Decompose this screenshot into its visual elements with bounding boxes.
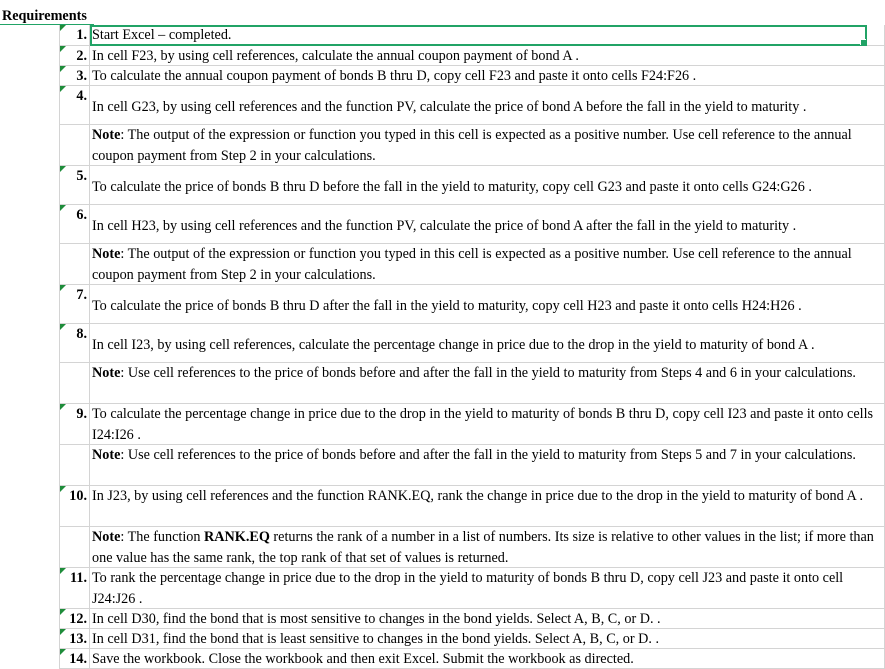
step-number-cell[interactable]: 12. — [60, 609, 90, 629]
function-name: RANK.EQ — [204, 529, 270, 545]
step-text-cell-1[interactable]: Start Excel – completed. — [90, 25, 867, 46]
note-text: returns the rank of a number in a list of numbers. Its size is relative to other values in the list; if more than one value has the same rank, the top rank of that set of values is returned. — [92, 529, 874, 566]
note-text: : Use cell references to the price of bonds before and after the fall in the yield to maturity from Steps 4 and 6 in your calculations. — [120, 365, 856, 381]
step-number-cell[interactable]: 8. — [60, 324, 90, 363]
step-text-cell-14[interactable]: Save the workbook. Close the workbook and then exit Excel. Submit the workbook as directed. — [90, 649, 885, 669]
note-text: : The output of the expression or function you typed in this cell is expected as a positive number. Use cell reference to the annual coupon payment from Step 2 in your calculations. — [92, 246, 852, 283]
step-number-cell[interactable]: 7. — [60, 285, 90, 324]
step-text-cell-13[interactable]: In cell D31, find the bond that is least sensitive to changes in the bond yields. Select A, B, C, or D. . — [90, 629, 885, 649]
step-text-cell-5[interactable]: To calculate the price of bonds B thru D before the fall in the yield to maturity, copy cell G23 and paste it onto cells G24:G26 . — [90, 166, 885, 205]
step-number-cell[interactable] — [60, 363, 90, 404]
note-label: Note — [92, 447, 121, 463]
note-cell-8[interactable] — [90, 363, 885, 404]
step-number-cell[interactable]: 6. — [60, 205, 90, 244]
step-number-cell[interactable]: 3. — [60, 66, 90, 86]
step-number-cell[interactable]: 10. — [60, 486, 90, 527]
step-number-cell[interactable]: 2. — [60, 46, 90, 66]
step-number-cell[interactable]: 5. — [60, 166, 90, 205]
step-text-cell-7[interactable]: To calculate the price of bonds B thru D after the fall in the yield to maturity, copy cell H23 and paste it onto cells H24:H26 . — [90, 285, 885, 324]
step-number-cell[interactable]: 1. — [60, 25, 90, 46]
step-number-cell[interactable]: 4. — [60, 86, 90, 125]
step-text-cell-12[interactable]: In cell D30, find the bond that is most sensitive to changes in the bond yields. Select A, B, C, or D. . — [90, 609, 885, 629]
note-cell-10[interactable] — [90, 527, 885, 568]
step-number-cell[interactable] — [60, 125, 90, 166]
left-gutter — [0, 25, 60, 669]
note-cell-9[interactable] — [90, 445, 885, 486]
step-number-cell[interactable]: 9. — [60, 404, 90, 445]
note-label: Note — [92, 246, 121, 262]
step-text-cell-3[interactable]: To calculate the annual coupon payment of bonds B thru D, copy cell F23 and paste it onto cells F24:F26 . — [90, 66, 885, 86]
step-text-cell-8[interactable]: In cell I23, by using cell references, calculate the percentage change in price due to the drop in the yield to maturity of bond A . — [90, 324, 885, 363]
note-text: : Use cell references to the price of bonds before and after the fall in the yield to maturity from Steps 5 and 7 in your calculations. — [120, 447, 856, 463]
step-text-cell-2[interactable]: In cell F23, by using cell references, calculate the annual coupon payment of bond A . — [90, 46, 885, 66]
step-text-cell-6[interactable]: In cell H23, by using cell references and the function PV, calculate the price of bond A after the fall in the yield to maturity . — [90, 205, 885, 244]
step-number-cell[interactable] — [60, 244, 90, 285]
step-text-cell-11[interactable]: To rank the percentage change in price due to the drop in the yield to maturity of bonds B thru D, copy cell J23 and paste it onto cell J24:J26 . — [90, 568, 885, 609]
note-text: : The function — [120, 529, 205, 545]
note-cell-6[interactable] — [90, 244, 885, 285]
note-cell-4[interactable] — [90, 125, 885, 166]
step-number-cell[interactable] — [60, 445, 90, 486]
requirements-header[interactable]: Requirements — [0, 8, 885, 25]
step-text-cell-9[interactable]: To calculate the percentage change in price due to the drop in the yield to maturity of bonds B thru D, copy cell I23 and paste it onto cells I24:I26 . — [90, 404, 885, 445]
step-text-cell-4[interactable]: In cell G23, by using cell references and the function PV, calculate the price of bond A before the fall in the yield to maturity . — [90, 86, 885, 125]
step-number-cell[interactable] — [60, 527, 90, 568]
step-number-cell[interactable]: 14. — [60, 649, 90, 669]
step-number-cell[interactable]: 13. — [60, 629, 90, 649]
empty-cell[interactable] — [867, 25, 885, 46]
step-number-cell[interactable]: 11. — [60, 568, 90, 609]
note-label: Note — [92, 127, 121, 143]
note-label: Note — [92, 365, 121, 381]
note-label: Note — [92, 529, 121, 545]
note-text: : The output of the expression or function you typed in this cell is expected as a positive number. Use cell reference to the annual coupon payment from Step 2 in your calculations. — [92, 127, 852, 164]
step-text-cell-10[interactable]: In J23, by using cell references and the function RANK.EQ, rank the change in price due to the drop in the yield to maturity of bond A . — [90, 486, 885, 527]
